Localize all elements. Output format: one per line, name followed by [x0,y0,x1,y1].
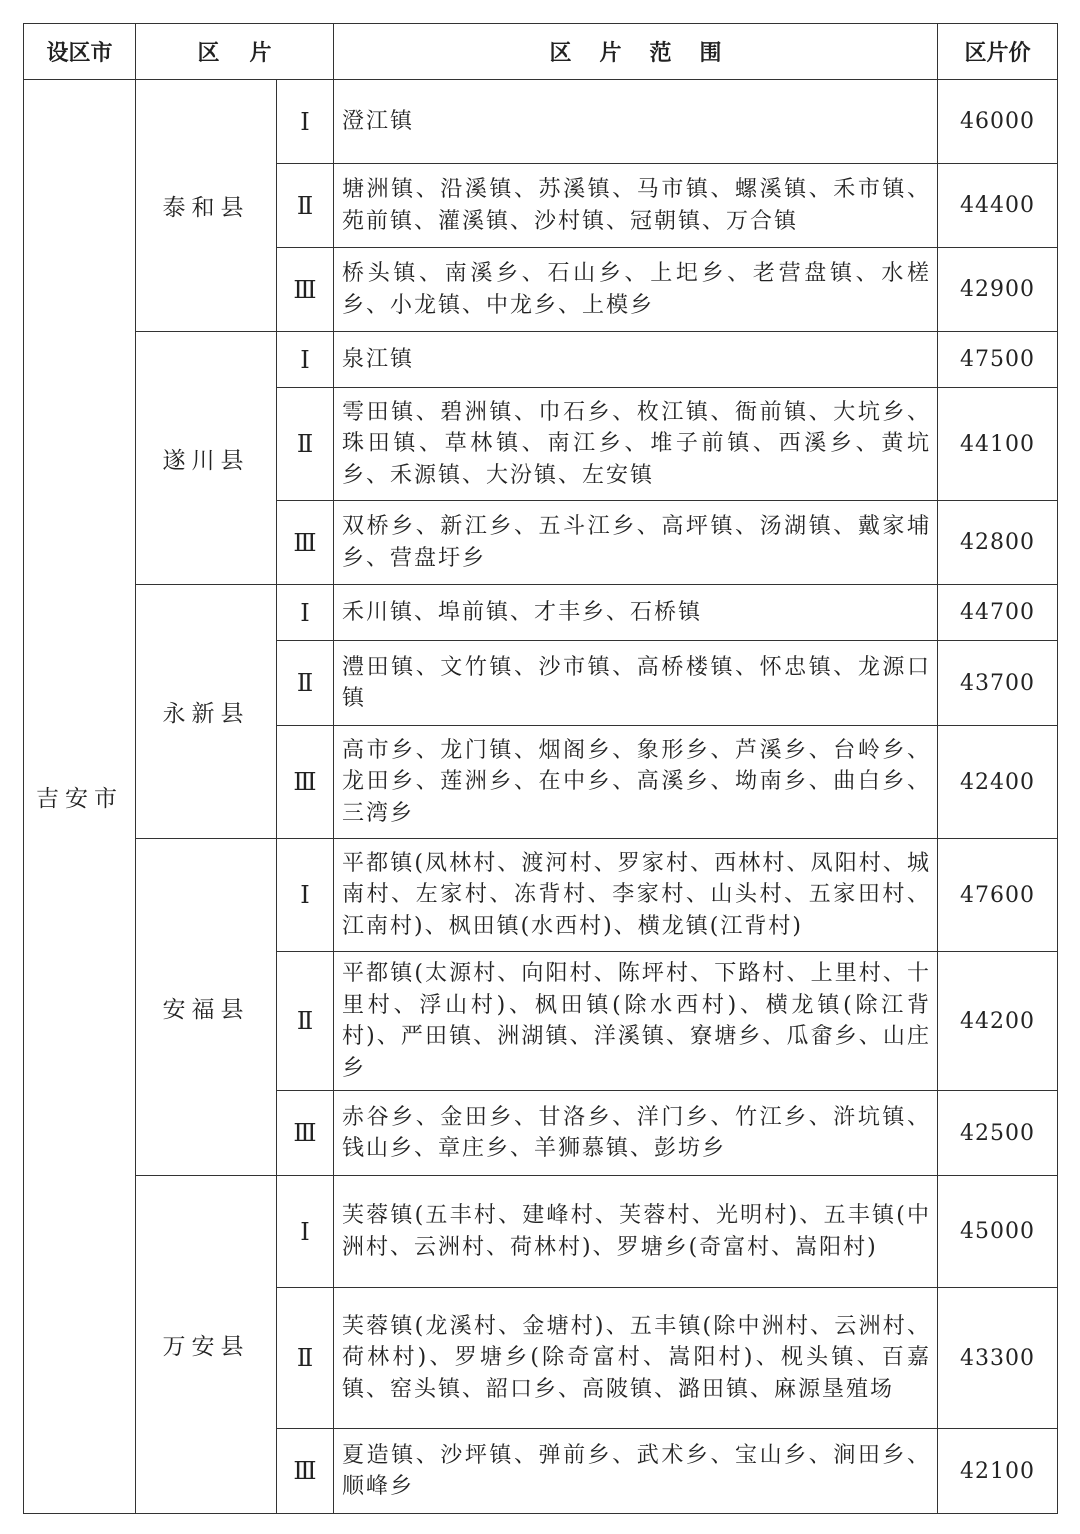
county-cell: 万安县 [136,1176,277,1514]
price-cell: 42400 [938,726,1058,839]
range-cell: 平都镇(太源村、向阳村、陈坪村、下路村、上里村、十里村、浮山村)、枫田镇(除水西村)、横龙镇(除江背村)、严田镇、洲湖镇、洋溪镇、寮塘乡、瓜畲乡、山庄乡 [334,952,938,1091]
range-cell: 双桥乡、新江乡、五斗江乡、高坪镇、汤湖镇、戴家埔乡、营盘圩乡 [334,501,938,585]
land-price-table [23,23,1058,1514]
range-cell: 澧田镇、文竹镇、沙市镇、高桥楼镇、怀忠镇、龙源口镇 [334,641,938,726]
price-cell: 44200 [938,952,1058,1091]
table-row [24,332,1058,388]
price-cell: 45000 [938,1176,1058,1288]
price-cell: 46000 [938,80,1058,164]
tier-cell: Ⅲ [277,726,334,839]
range-cell: 禾川镇、埠前镇、才丰乡、石桥镇 [334,585,938,641]
header-district: 区片 [136,24,334,80]
county-cell: 安福县 [136,839,277,1176]
county-cell: 泰和县 [136,80,277,332]
tier-cell: Ⅰ [277,332,334,388]
tier-cell: Ⅲ [277,248,334,332]
table-row [24,80,1058,164]
price-cell: 47500 [938,332,1058,388]
range-cell: 夏造镇、沙坪镇、弹前乡、武术乡、宝山乡、涧田乡、顺峰乡 [334,1429,938,1514]
range-cell: 芙蓉镇(五丰村、建峰村、芙蓉村、光明村)、五丰镇(中洲村、云洲村、荷林村)、罗塘乡(奇富村、嵩阳村) [334,1176,938,1288]
price-cell: 42100 [938,1429,1058,1514]
price-cell: 44100 [938,388,1058,501]
range-cell: 雩田镇、碧洲镇、巾石乡、枚江镇、衙前镇、大坑乡、珠田镇、草林镇、南江乡、堆子前镇、西溪乡、黄坑乡、禾源镇、大汾镇、左安镇 [334,388,938,501]
tier-cell: Ⅰ [277,1176,334,1288]
range-cell: 赤谷乡、金田乡、甘洛乡、洋门乡、竹江乡、浒坑镇、钱山乡、章庄乡、羊狮慕镇、彭坊乡 [334,1091,938,1176]
range-cell: 桥头镇、南溪乡、石山乡、上圯乡、老营盘镇、水槎乡、小龙镇、中龙乡、上模乡 [334,248,938,332]
tier-cell: Ⅱ [277,641,334,726]
price-cell: 43300 [938,1288,1058,1429]
tier-cell: Ⅲ [277,1091,334,1176]
tier-cell: Ⅰ [277,585,334,641]
range-cell: 高市乡、龙门镇、烟阁乡、象形乡、芦溪乡、台岭乡、龙田乡、莲洲乡、在中乡、高溪乡、坳南乡、曲白乡、三湾乡 [334,726,938,839]
header-price: 区片价 [938,24,1058,80]
tier-cell: Ⅲ [277,1429,334,1514]
range-cell: 澄江镇 [334,80,938,164]
price-cell: 44700 [938,585,1058,641]
range-cell: 泉江镇 [334,332,938,388]
tier-cell: Ⅲ [277,501,334,585]
tier-cell: Ⅱ [277,164,334,248]
header-city: 设区市 [24,24,136,80]
tier-cell: Ⅱ [277,952,334,1091]
price-cell: 47600 [938,839,1058,952]
tier-cell: Ⅰ [277,839,334,952]
county-cell: 永新县 [136,585,277,839]
header-row [24,24,1058,80]
price-cell: 43700 [938,641,1058,726]
tier-cell: Ⅱ [277,388,334,501]
price-cell: 42500 [938,1091,1058,1176]
range-cell: 塘洲镇、沿溪镇、苏溪镇、马市镇、螺溪镇、禾市镇、苑前镇、灌溪镇、沙村镇、冠朝镇、万合镇 [334,164,938,248]
table-row [24,1176,1058,1288]
table-row [24,839,1058,952]
city-cell: 吉安市 [24,80,136,1514]
county-cell: 遂川县 [136,332,277,585]
tier-cell: Ⅱ [277,1288,334,1429]
table-row [24,585,1058,641]
price-cell: 42900 [938,248,1058,332]
price-cell: 44400 [938,164,1058,248]
range-cell: 平都镇(凤林村、渡河村、罗家村、西林村、凤阳村、城南村、左家村、冻背村、李家村、山头村、五家田村、江南村)、枫田镇(水西村)、横龙镇(江背村) [334,839,938,952]
price-cell: 42800 [938,501,1058,585]
header-range: 区片范围 [334,24,938,80]
tier-cell: Ⅰ [277,80,334,164]
range-cell: 芙蓉镇(龙溪村、金塘村)、五丰镇(除中洲村、云洲村、荷林村)、罗塘乡(除奇富村、嵩阳村)、枧头镇、百嘉镇、窑头镇、韶口乡、高陂镇、潞田镇、麻源垦殖场 [334,1288,938,1429]
